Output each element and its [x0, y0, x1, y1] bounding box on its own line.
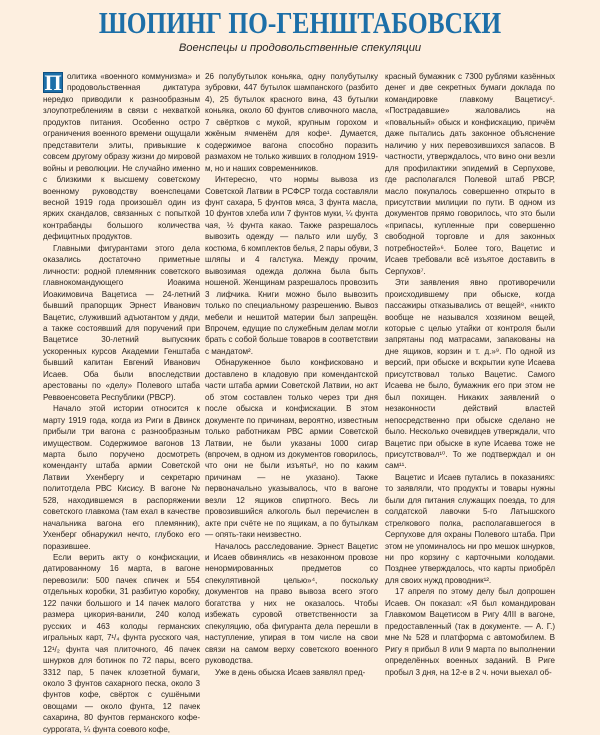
paragraph: Уже в день обыска Исаев заявлял пред-: [215, 667, 366, 677]
dropcap: [43, 72, 63, 93]
paragraph: 17 апреля по этому делу был допрошен Исаев. Он показал: «Я был командирован Главкомом Вацетисом в Ригу 4/III в вагоне, предоставленный (так в документе. — А. Г.) мне № 528 и платформа с автомобилем. В Ригу я прибыл 8 или 9 марта по выполнении определённых военных заданий. В Риге пробыл 3 дня, на 12-е в 2 ч. ночи выехал об-: [385, 587, 555, 677]
page-title: ШОПИНГ ПО-ГЕНШТАБОВСКИ: [98, 5, 502, 40]
article-column-1: [43, 71, 200, 735]
paragraph: красный бумажник с 7300 рублями казённых денег и две секретных бумаги доклада по командировке главкому Вацетису⁵. «Пострадавшие» жаловались на «повальный» обыск и конфискацию, причём даже пытались дать законное объяснение наличию у них перевозившихся запасов. В частности, утверждалось, что вино они везли для профилактики эпидемий в Серпухове, где располагался Полевой штаб РВСР, масло покупалось совершенно открыто в присутствии милиции по пути. В одном из документов прямо говорилось, что это были «припасы, купленные при совершенно свободной торговле и для законных потребностей»⁶. Более того, Вацетис и Исаев требовали всё изъятое доставить в Серпухов⁷.: [385, 72, 555, 276]
paragraph: Начало этой истории относится к марту 1919 года, когда из Риги в Двинск прибыли три вагона с разнообразным имуществом. Содержимое вагонов 13 марта было поручено досмотреть коменданту штаба армии Советской Латвии Ухенбергу и секретарю политотдела РВС Кисису. В вагоне № 528, находившемся в распоряжении советского главкома (там ехал в качестве начальника вагона его племянник), Ухенберг обнаружил нечто, глубоко его поразившее.: [43, 404, 200, 551]
article-column-2: [205, 71, 378, 678]
article-column-3: [385, 71, 555, 678]
paragraph: Интересно, что нормы вывоза из Советской Латвии в РСФСР тогда составляли фунт сахара, 5 фунтов мяса, 3 фунта масла, 10 фунтов хлеба или 7 фунтов муки, ¼ фунта чая, ½ фунта какао. Также разрешалось вывозить одежду — пальто или шубу, 3 костюма, 6 комплектов белья, 2 пары обуви, 3 шляпы и 4 галстука. Между прочим, вывозимая одежда должна была быть ношеной. Женщинам разрешалось провозить 3 лифчика. Книги можно было вывозить только по специальному разрешению. Вывоз мебели и нешитой материи был запрещён. Впрочем, едущие по служебным делам могли брать с собой больше товаров в соответствии с мандатом².: [205, 175, 378, 356]
dropcap-letter: П: [44, 70, 62, 95]
page-subtitle: Военспецы и продовольственные спекуляции: [178, 42, 422, 54]
paragraph: 26 полубутылок коньяка, одну полубутылку зубровки, 447 бутылок шампанского (разбито 4), 25 бутылок красного вина, 43 бутылки коньяка, около 60 фунтов сливочного масла, 7 свёртков с мукой, крупным горохом и жжёным ячменём для кофе¹. Думается, содержимое вагона способно поразить размахом не только живших в голодном 1919-м, но и наших современников.: [205, 72, 378, 173]
paragraph: Началось расследование. Эрнест Вацетис и Исаев обвинялись «в незаконном провозе ненормированных предметов со спекулятивной целью»⁴, поскольку документов на право вывоза всего этого богатства у них не оказалось. Чтобы избежать суровой ответственности за спекуляцию, оба фигуранта дела перешли в наступление, упирая в том числе на свои связи на самом верху советского военного руководства.: [205, 541, 378, 666]
paragraph: Если верить акту о конфискации, датированному 16 марта, в вагоне перевозили: 500 пачек спичек и 554 отдельных коробки, 31 разбитую коробку, 122 пачки большого и 14 пачек малого размера цикория-ванили, 240 колод русских и 463 колоды германских игральных карт, 7¹/₄ фунта русского чая, 12¹/₂ фунта чая плиточного, 46 пачек шнурков для ботинок по 72 пары, всего 3312 пар, 5 пачек клозетной бумаги, около 3 фунтов сахарного песка, около 3 фунтов кофе, свёрток с сушёными овощами — около фунта, 12 пачек сахарина, 80 фунтов германского кофе-суррогата, ¼ фунта соевого кофе,: [43, 553, 200, 734]
paragraph: Главными фигурантами этого дела оказались достаточно приметные личности: родной племянник советского главнокомандующего Иоакима Иоакимовича Вацетиса — 24-летний бывший прапорщик Эрнест Иванович Вацетис, служивший адъютантом у дяди, а также состоявший для поручений при Вацетисе 30-летний выпускник ускоренных курсов Академии Генштаба бывший капитан Евгений Иванович Исаев. Оба были впоследствии арестованы по «делу» Полевого штаба Реввоенсовета Республики (РВСР).: [43, 243, 200, 402]
paragraph: Вацетис и Исаев путались в показаниях: то заявляли, что продукты и товары нужны были для питания служащих поезда, то для солдатской лавочки 5-го Латышского стрелкового полка, располагавшегося в Серпухове для охраны Полевого штаба. При этом не упоминалось ни про мешок шнурков, ни про корзину с карточными колодами. Позднее утверждалось, что карты приобрёл для своих нужд проводник¹².: [385, 472, 555, 585]
paragraph: Эти заявления явно противоречили происходившему при обыске, когда пассажиры отказывались от вещей⁸, «никто вообще не назывался хозяином вещей, которые с целью утайки от контроля были запрятаны под матрасами, запакованы на дне ящиков, корзин и т. д.»⁹. По одной из версий, при обыске и вскрытии купе Исаева присутствовал только Вацетис. Самого Исаева не было, бумажник его при этом не был похищен. Никаких заявлений о незаконности действий властей непосредственно при обыске сделано не было. Несколько очевидцев утверждали, что Вацетис при обыске в купе Исаева тоже не присутствовал¹⁰. То же подтверждал и он сам¹¹.: [385, 278, 555, 471]
paragraph: олитика «военного коммунизма» и продовольственная диктатура нередко приводили к разнообразным злоупотреблениям в связи с нехваткой продуктов питания. Особенно остро ограничения военного времени ощущали представители элиты, привыкшие к совсем другому образу жизни до мировой войны и революции. Не случайно именно с близкими к высшему советскому военному руководству военспецами весной 1919 года произошёл один из ярких скандалов, связанных с попыткой контрабанды большого количества дефицитных продуктов.: [43, 72, 200, 242]
paragraph: Обнаруженное было конфисковано и доставлено в кладовую при комендантской части штаба армии Советской Латвии, но акт об этом составлен только через три дня после обыска и конфискации. В этом документе по причинам, вероятно, известным только работникам РВС армии Советской Латвии, не были указаны 1000 сигар (впрочем, в одном из документов говорилось, что они не были изъяты³, но по каким причинам — не указано). Также первоначально указывалось, что в вагоне везли 12 ящиков спиртного. Весь ли провозившийся алкоголь был перечислен в акте при счёте не по ящикам, а по бутылкам — опять-таки неизвестно.: [205, 358, 378, 540]
